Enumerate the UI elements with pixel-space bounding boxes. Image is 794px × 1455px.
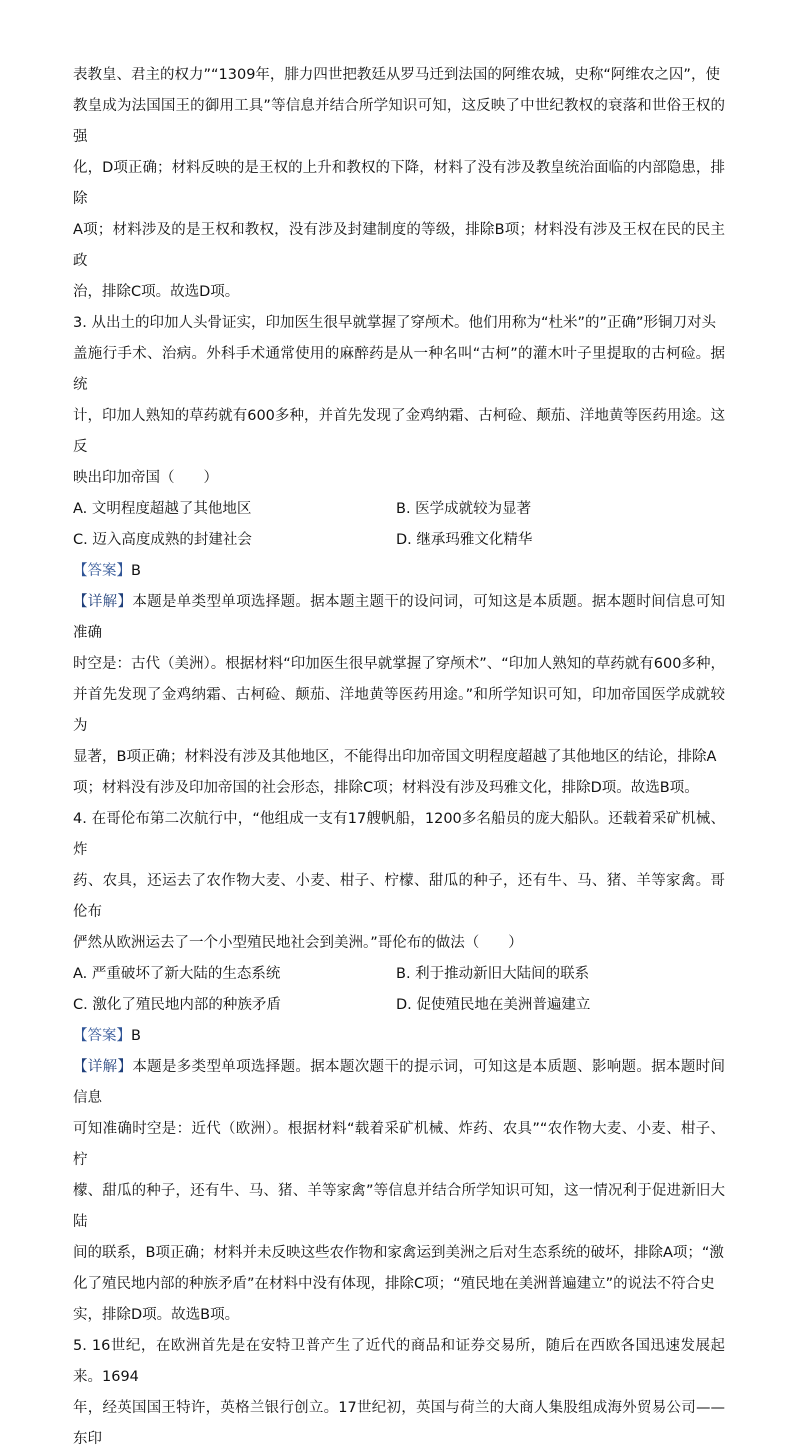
question-stem-line: 俨然从欧洲运去了一个小型殖民地社会到美洲。”哥伦布的做法（ ）: [73, 935, 523, 951]
q2-explanation-tail: [73, 60, 725, 308]
explanation-line: 实，排除D项。故选B项。: [73, 1307, 240, 1323]
option-b: B. 医学成就较为显著: [396, 501, 532, 517]
explanation-line: 化了殖民地内部的种族矛盾”在材料中没有体现，排除C项；“殖民地在美洲普遍建立”的说法不符合史: [73, 1276, 715, 1292]
option-a: A. 文明程度超越了其他地区: [73, 501, 252, 517]
question-stem-line: 盖施行手术、治病。外科手术通常使用的麻醉药是从一种名叫“古柯”的灌木叶子里提取的古柯硷。据统: [73, 346, 725, 393]
answer-label: 【答案】: [73, 1028, 131, 1044]
option-d: D. 继承玛雅文化精华: [396, 532, 533, 548]
explanation-line: 并首先发现了金鸡纳霜、古柯硷、颠茄、洋地黄等医药用途。”和所学知识可知，印加帝国医学成就较为: [73, 687, 725, 734]
explanation: [73, 587, 725, 804]
explanation-line: 显著，B项正确；材料没有涉及其他地区，不能得出印加帝国文明程度超越了其他地区的结论，排除A: [73, 749, 717, 765]
option-d: D. 促使殖民地在美洲普遍建立: [396, 997, 591, 1013]
detail-label: 【详解】: [73, 594, 133, 610]
explanation-line: 檬、甜瓜的种子，还有牛、马、猪、羊等家禽”等信息并结合所学知识可知，这一情况利于促进新旧大陆: [73, 1183, 725, 1230]
option-c: C. 迈入高度成熟的封建社会: [73, 532, 252, 548]
answer-value: B: [131, 1028, 141, 1044]
text-line: A项；材料涉及的是王权和教权，没有涉及封建制度的等级，排除B项；材料没有涉及王权在民的民主政: [73, 222, 725, 269]
text-line: 表教皇、君主的权力”“1309年，腓力四世把教廷从罗马迁到法国的阿维农城，史称“阿维农之囚”，使: [73, 67, 720, 83]
text-line: 化，D项正确；材料反映的是王权的上升和教权的下降，材料了没有涉及教皇统治面临的内部隐患，排除: [73, 160, 725, 207]
option-a: A. 严重破坏了新大陆的生态系统: [73, 966, 281, 982]
question-stem-line: 计，印加人熟知的草药就有600多种，并首先发现了金鸡纳霜、古柯硷、颠茄、洋地黄等医药用途。这反: [73, 408, 725, 455]
detail-label: 【详解】: [73, 1059, 133, 1075]
question-4: [73, 804, 725, 1331]
question-stem-line: 年，经英国国王特许，英格兰银行创立。17世纪初，英国与荷兰的大商人集股组成海外贸易公司——东印: [73, 1400, 725, 1447]
explanation-line: 时空是：古代（美洲）。根据材料“印加医生很早就掌握了穿颅术”、“印加人熟知的草药就有600多种，: [73, 656, 725, 672]
question-3: [73, 308, 725, 804]
option-b: B. 利于推动新旧大陆间的联系: [396, 966, 590, 982]
question-stem-line: 4. 在哥伦布第二次航行中，“他组成一支有17艘帆船，1200多名船员的庞大船队。还载着采矿机械、炸: [73, 811, 725, 858]
answer-line: [73, 556, 725, 587]
explanation-line: 间的联系，B项正确；材料并未反映这些农作物和家禽运到美洲之后对生态系统的破坏，排除A项；“激: [73, 1245, 724, 1261]
question-stem-line: 映出印加帝国（ ）: [73, 470, 218, 486]
answer-label: 【答案】: [73, 563, 131, 579]
document-page: [73, 60, 725, 1455]
explanation-line: 可知准确时空是：近代（欧洲）。根据材料“载着采矿机械、炸药、农具”“农作物大麦、小麦、柑子、柠: [73, 1121, 725, 1168]
options-list: [73, 494, 725, 556]
question-stem-line: 药、农具，还运去了农作物大麦、小麦、柑子、柠檬、甜瓜的种子，还有牛、马、猪、羊等家禽。哥伦布: [73, 873, 725, 920]
question-5: [73, 1331, 725, 1455]
text-line: 治，排除C项。故选D项。: [73, 284, 240, 300]
text-line: 教皇成为法国国王的御用工具”等信息并结合所学知识可知，这反映了中世纪教权的衰落和世俗王权的强: [73, 98, 725, 145]
explanation-line: 项；材料没有涉及印加帝国的社会形态，排除C项；材料没有涉及玛雅文化，排除D项。故选B项。: [73, 780, 699, 796]
answer-line: [73, 1021, 725, 1052]
answer-value: B: [131, 563, 141, 579]
option-c: C. 激化了殖民地内部的种族矛盾: [73, 997, 281, 1013]
question-stem-line: 3. 从出土的印加人头骨证实，印加医生很早就掌握了穿颅术。他们用称为“杜米”的”正确”形铜刀对头: [73, 315, 716, 331]
explanation-line: [73, 587, 725, 649]
question-stem-line: 5. 16世纪，在欧洲首先是在安特卫普产生了近代的商品和证券交易所，随后在西欧各国迅速发展起来。1694: [73, 1338, 725, 1385]
explanation-text: 本题是多类型单项选择题。据本题次题干的提示词，可知这是本质题、影响题。据本题时间信息: [73, 1059, 726, 1106]
options-list: [73, 959, 725, 1021]
explanation: [73, 1052, 725, 1331]
explanation-text: 本题是单类型单项选择题。据本题主题干的设问词，可知这是本质题。据本题时间信息可知准确: [73, 594, 726, 641]
explanation-line: [73, 1052, 725, 1114]
